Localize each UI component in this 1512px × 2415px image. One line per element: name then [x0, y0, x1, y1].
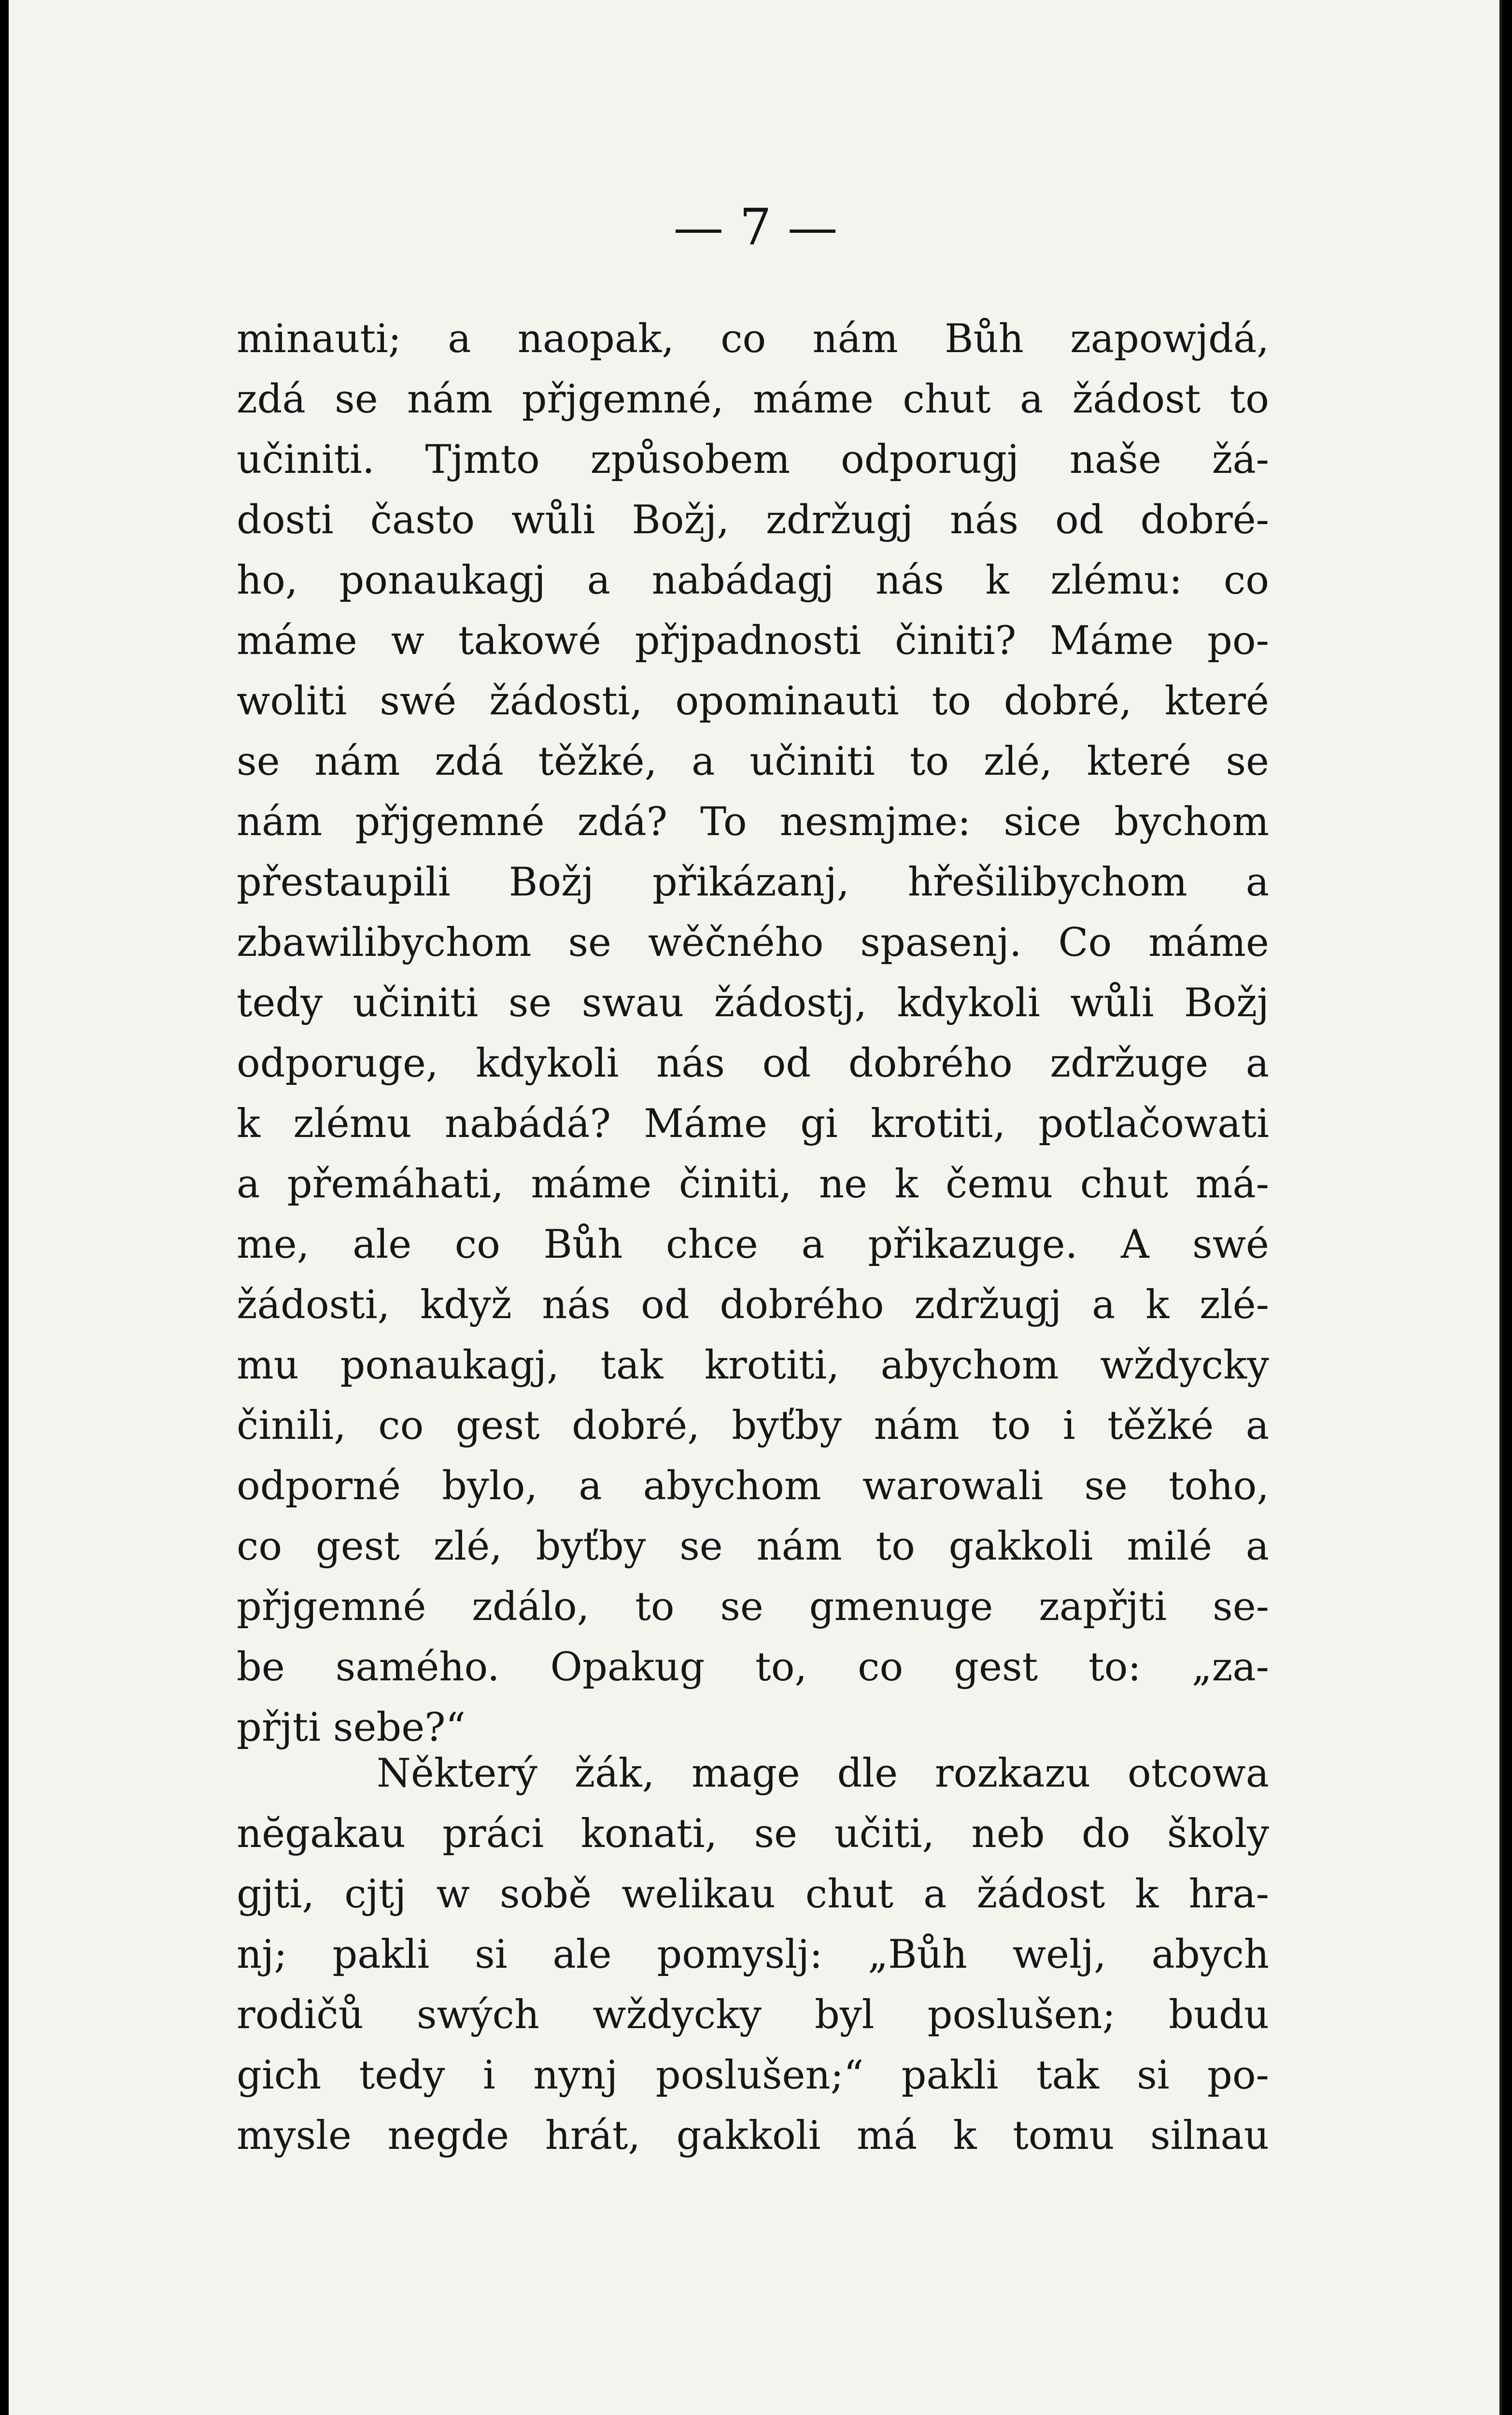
- text-line: zbawilibychom se wěčného spasenj. Co máme: [237, 920, 1269, 966]
- text-line: a přemáhati, máme činiti, ne k čemu chut má-: [237, 1162, 1269, 1207]
- text-line: zdá se nám přjgemné, máme chut a žádost to: [237, 377, 1269, 422]
- text-line: přestaupili Božj přikázanj, hřešilibychom a: [237, 860, 1269, 905]
- paragraph-1: [237, 309, 1269, 1758]
- text-line: ho, ponaukagj a nabádagj nás k zlému: co: [237, 558, 1269, 603]
- text-line: mu ponaukagj, tak krotiti, abychom wždycky: [237, 1343, 1269, 1388]
- page-number: — 7 —: [673, 198, 838, 256]
- text-line: nĕgakau práci konati, se učiti, neb do školy: [237, 1811, 1269, 1857]
- paragraph-2: [237, 1744, 1269, 2166]
- text-line: odporuge, kdykoli nás od dobrého zdržuge a: [237, 1041, 1269, 1086]
- text-line: odporné bylo, a abychom warowali se toho,: [237, 1463, 1269, 1509]
- text-line: máme w takowé přjpadnosti činiti? Máme po-: [237, 618, 1269, 664]
- text-line: dosti často wůli Božj, zdržugj nás od dobré-: [237, 497, 1269, 543]
- text-line: tedy učiniti se swau žádostj, kdykoli wůli Božj: [237, 980, 1269, 1026]
- text-line: me, ale co Bůh chce a přikazuge. A swé: [237, 1222, 1269, 1267]
- book-page: [9, 0, 1502, 2415]
- text-line: nám přjgemné zdá? To nesmjme: sice bychom: [237, 799, 1269, 845]
- text-line: učiniti. Tjmto způsobem odporugj naše žá-: [237, 437, 1269, 483]
- text-line: rodičů swých wždycky byl poslušen; budu: [237, 1992, 1269, 2038]
- text-line: gich tedy i nynj poslušen;“ pakli tak si po-: [237, 2053, 1269, 2098]
- text-line: minauti; a naopak, co nám Bůh zapowjdá,: [237, 316, 1269, 362]
- text-line: Některý žák, mage dle rozkazu otcowa: [377, 1751, 1269, 1796]
- text-line: činili, co gest dobré, byťby nám to i těžké a: [237, 1403, 1269, 1449]
- text-line: co gest zlé, byťby se nám to gakkoli milé a: [237, 1524, 1269, 1569]
- text-line: be samého. Opakug to, co gest to: „za-: [237, 1645, 1269, 1690]
- text-line: přjti sebe?“: [237, 1705, 466, 1750]
- text-line: k zlému nabádá? Máme gi krotiti, potlačowati: [237, 1101, 1269, 1147]
- text-line: nj; pakli si ale pomyslj: „Bůh welj, abych: [237, 1932, 1269, 1977]
- text-line: mysle negde hrát, gakkoli má k tomu silnau: [237, 2113, 1269, 2159]
- text-line: woliti swé žádosti, opominauti to dobré, které: [237, 679, 1269, 724]
- text-line: se nám zdá těžké, a učiniti to zlé, které se: [237, 739, 1269, 784]
- text-line: gjti, cjtj w sobě welikau chut a žádost k hra-: [237, 1872, 1269, 1917]
- text-line: žádosti, když nás od dobrého zdržugj a k zlé-: [237, 1282, 1269, 1328]
- text-line: přjgemné zdálo, to se gmenuge zapřjti se-: [237, 1584, 1269, 1630]
